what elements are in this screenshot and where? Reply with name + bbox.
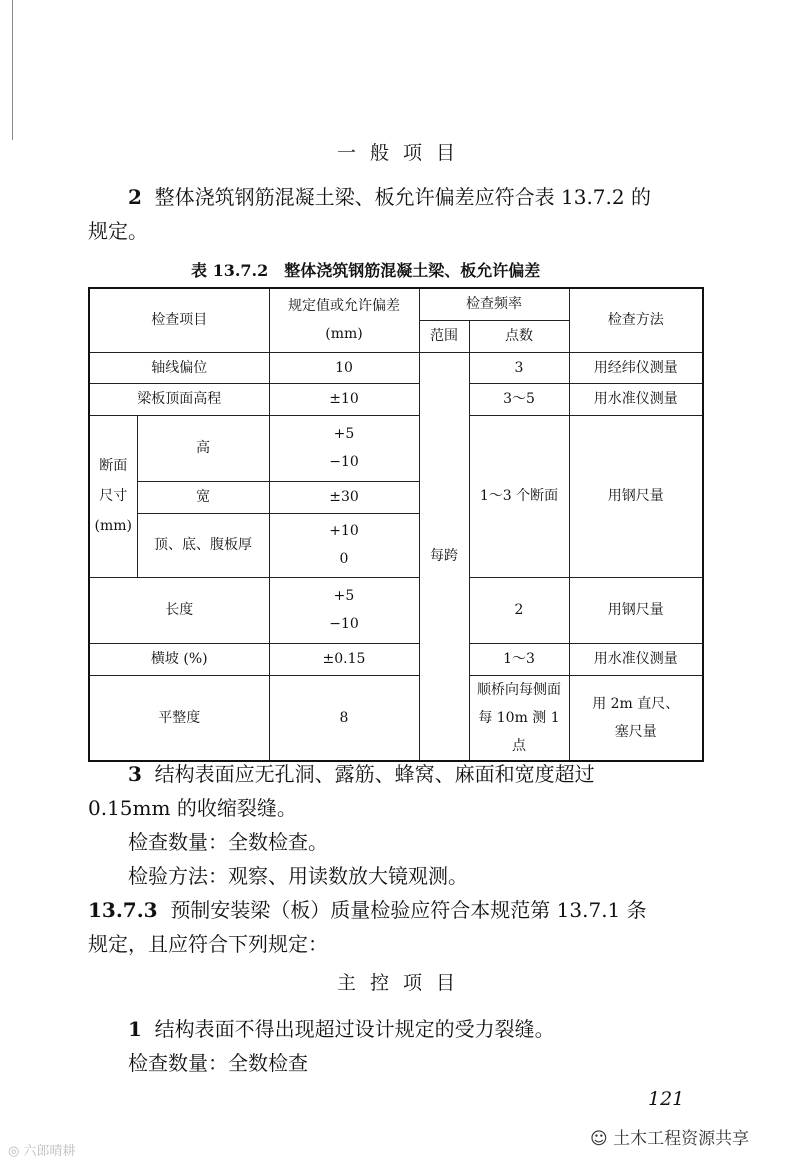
paragraph-number: 2: [128, 185, 142, 209]
clause-13-7-3-line1: [88, 893, 647, 927]
wechat-icon: ☺: [590, 1129, 608, 1149]
table-caption: 表 13.7.2 整体浇筑钢筋混凝土梁、板允许偏差: [191, 261, 541, 280]
header-points: 点数: [469, 320, 569, 352]
cell-item: 梁板顶面高程: [89, 383, 269, 415]
check-quantity: 检查数量：全数检查: [128, 1051, 308, 1075]
cell-method: 用水准仪测量: [569, 383, 703, 415]
header-check-item: 检查项目: [89, 288, 269, 352]
cell-method: 用水准仪测量: [569, 643, 703, 675]
camera-icon: ◎: [8, 1144, 20, 1159]
cell-value: +5 −10: [269, 577, 419, 643]
paragraph-text: 整体浇筑钢筋混凝土梁、板允许偏差应符合表 13.7.2 的: [154, 185, 651, 209]
cell-method: 用经纬仪测量: [569, 352, 703, 383]
paragraph-3-line2: 0.15mm 的收缩裂缝。: [88, 796, 297, 820]
paragraph-text: 结构表面应无孔洞、露筋、蜂窝、麻面和宽度超过: [154, 762, 595, 786]
table-row: [89, 383, 703, 415]
section-title-general: 一般项目: [337, 142, 470, 164]
cell-item: 宽: [137, 481, 269, 513]
check-quantity: 检查数量：全数检查。: [128, 830, 328, 854]
paragraph-number: 3: [128, 762, 142, 786]
cell-item: 轴线偏位: [89, 352, 269, 383]
header-method: 检查方法: [569, 288, 703, 352]
cell-method: 用 2m 直尺、 塞尺量: [569, 675, 703, 761]
paragraph-text: 结构表面不得出现超过设计规定的受力裂缝。: [154, 1017, 555, 1041]
section-title-main: 主控项目: [337, 972, 470, 994]
cell-points: 1～3: [469, 643, 569, 675]
cell-value: ±10: [269, 383, 419, 415]
cell-method: 用钢尺量: [569, 577, 703, 643]
cell-points: 3: [469, 352, 569, 383]
clause-13-7-3-line2: 规定，且应符合下列规定：: [88, 932, 328, 956]
cell-value: +5 −10: [269, 415, 419, 481]
table-row: [89, 675, 703, 761]
cell-points: 顺桥向每侧面 每 10m 测 1 点: [469, 675, 569, 761]
cell-item: 顶、底、腹板厚: [137, 513, 269, 577]
paragraph-3-line1: [128, 757, 595, 791]
header-frequency: 检查频率: [419, 288, 569, 320]
table-row: [89, 415, 703, 481]
watermark-left: ◎ 六郎晴耕: [8, 1144, 76, 1159]
cell-points: 3～5: [469, 383, 569, 415]
cell-value: 8: [269, 675, 419, 761]
cell-item: 高: [137, 415, 269, 481]
cell-value: 10: [269, 352, 419, 383]
cell-scope: 每跨: [419, 352, 469, 761]
table-row: [89, 643, 703, 675]
page-number: 121: [648, 1088, 685, 1110]
header-scope: 范围: [419, 320, 469, 352]
cell-value: ±30: [269, 481, 419, 513]
cell-method: 用钢尺量: [569, 415, 703, 577]
cell-value: +10 0: [269, 513, 419, 577]
cell-section-group: 断面 尺寸 (mm): [89, 415, 137, 577]
clause-number: 13.7.3: [88, 898, 158, 922]
cell-points: 1～3 个断面: [469, 415, 569, 577]
clause-text: 预制安装梁（板）质量检验应符合本规范第 13.7.1 条: [170, 898, 647, 922]
watermark-right: ☺ 土木工程资源共享: [590, 1129, 750, 1149]
table-row: [89, 352, 703, 383]
paragraph-1-line1: [128, 1012, 555, 1046]
cell-item: 平整度: [89, 675, 269, 761]
paragraph-2-line2: 规定。: [88, 219, 148, 243]
paragraph-2-line1: [128, 180, 651, 214]
cell-item: 长度: [89, 577, 269, 643]
scan-edge-line: [12, 0, 13, 140]
cell-value: ±0.15: [269, 643, 419, 675]
header-tolerance: 规定值或允许偏差 (mm): [269, 288, 419, 352]
check-method: 检验方法：观察、用读数放大镜观测。: [128, 864, 468, 888]
paragraph-number: 1: [128, 1017, 142, 1041]
cell-item: 横坡 (%): [89, 643, 269, 675]
table-row: [89, 577, 703, 643]
tolerance-table: [88, 287, 704, 762]
cell-points: 2: [469, 577, 569, 643]
